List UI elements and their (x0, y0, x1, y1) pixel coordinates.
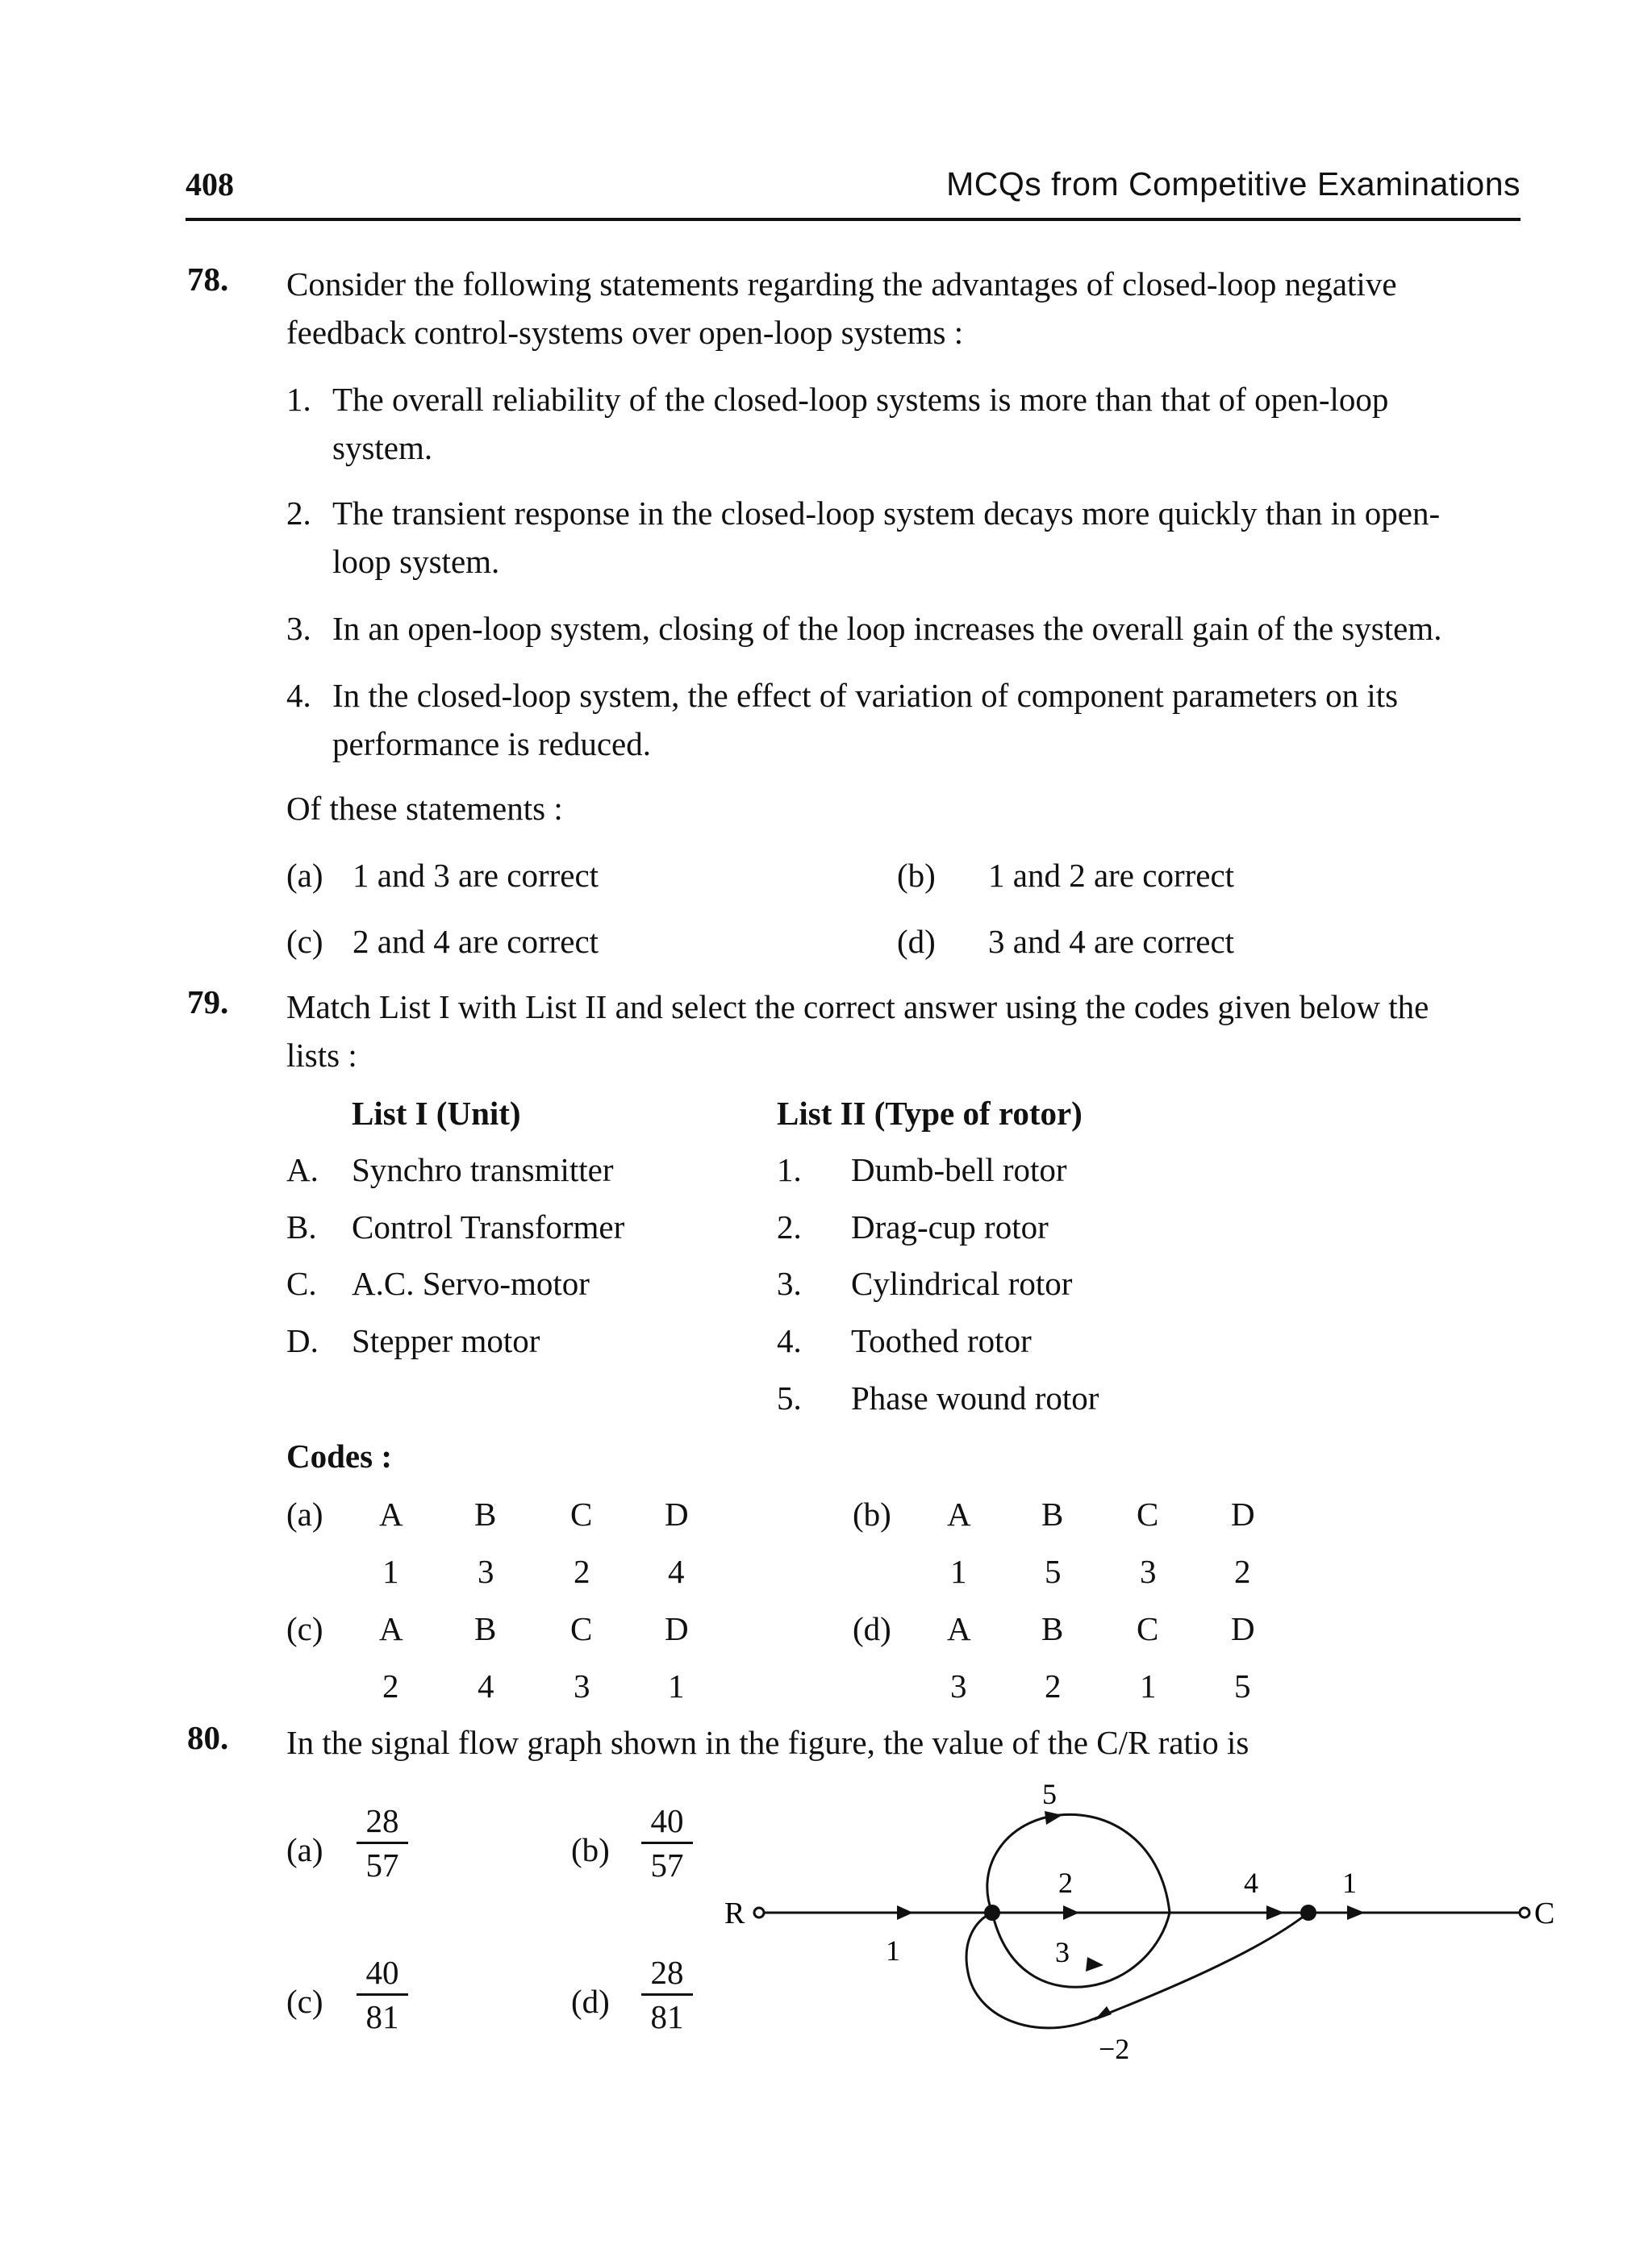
question-stem-line-1: Match List I with List II and select the correct answer using the codes given below the (286, 988, 1429, 1025)
statement-label: 1. (286, 381, 311, 418)
option-b-label: (b) (897, 857, 936, 894)
statement-label: 3. (286, 610, 311, 647)
fraction-numerator: 40 (650, 1802, 684, 1839)
list-2-heading: List II (Type of rotor) (777, 1095, 1083, 1132)
question-stem-line-2: feedback control-systems over open-loop systems : (286, 314, 964, 351)
list-2-label: 5. (777, 1379, 802, 1417)
gain-label-forward: 4 (1244, 1867, 1258, 1899)
question-number: 78. (187, 261, 229, 298)
list-2-label: 4. (777, 1322, 802, 1359)
code-letter: A (947, 1496, 971, 1533)
fraction-denominator: 81 (365, 1998, 399, 2035)
question-stem-line-1: Consider the following statements regarding the advantages of closed-loop negative (286, 265, 1397, 303)
code-letter: D (665, 1610, 689, 1647)
code-value: 1 (1140, 1667, 1157, 1705)
list-2-item: Toothed rotor (851, 1322, 1032, 1359)
code-a-label: (a) (286, 1496, 323, 1533)
fraction-a (357, 1801, 408, 1884)
list-1-label: A. (286, 1151, 319, 1188)
fraction-bar (357, 1993, 408, 1996)
code-value: 5 (1234, 1667, 1251, 1705)
fraction-denominator: 81 (650, 1998, 684, 2035)
input-node-label: R (724, 1897, 745, 1930)
branch-arrow (1094, 2006, 1112, 2021)
statement-text: In the closed-loop system, the effect of variation of component parameters on its (332, 677, 1399, 714)
code-d-label: (d) (853, 1610, 891, 1647)
question-number: 80. (187, 1719, 229, 1756)
code-letter: B (474, 1496, 497, 1533)
branch-feedback (966, 1913, 1308, 2028)
gain-label-output: 1 (1342, 1867, 1357, 1899)
list-1-label: B. (286, 1208, 317, 1246)
code-letter: D (665, 1496, 689, 1533)
code-value: 4 (478, 1667, 494, 1705)
code-letter: A (947, 1610, 971, 1647)
question-stem-line-2: lists : (286, 1037, 357, 1074)
gain-label-input: 1 (886, 1934, 900, 1967)
fraction-numerator: 28 (365, 1802, 399, 1839)
statement-label: 2. (286, 495, 311, 532)
fraction-numerator: 28 (650, 1954, 684, 1991)
option-c-label: (c) (286, 923, 323, 960)
gain-label-feedback: −2 (1099, 2033, 1130, 2065)
code-value: 2 (382, 1667, 399, 1705)
list-1-label: D. (286, 1322, 319, 1359)
fraction-bar (357, 1842, 408, 1844)
option-c-label: (c) (286, 1983, 323, 2020)
list-2-label: 1. (777, 1151, 802, 1188)
list-1-heading: List I (Unit) (352, 1095, 521, 1132)
fraction-numerator: 40 (365, 1954, 399, 1991)
statement-label: 4. (286, 677, 311, 714)
code-value: 2 (574, 1553, 590, 1590)
list-2-item: Dumb-bell rotor (851, 1151, 1067, 1188)
fraction-b (641, 1801, 693, 1884)
signal-flow-graph (710, 1775, 1555, 2081)
statement-text: The overall reliability of the closed-loop systems is more than that of open-loop (332, 381, 1389, 418)
fraction-denominator: 57 (365, 1847, 399, 1884)
code-letter: A (379, 1610, 403, 1647)
option-b-text: 1 and 2 are correct (988, 857, 1235, 894)
option-a-label: (a) (286, 1831, 323, 1868)
fraction-c (357, 1953, 408, 2036)
code-value: 1 (950, 1553, 967, 1590)
list-2-item: Drag-cup rotor (851, 1208, 1049, 1246)
code-letter: A (379, 1496, 403, 1533)
statement-text: system. (332, 429, 433, 466)
code-value: 1 (668, 1667, 685, 1705)
code-letter: C (1137, 1496, 1159, 1533)
code-letter: D (1231, 1496, 1255, 1533)
gain-label-top-loop: 5 (1042, 1778, 1057, 1810)
list-1-item: Stepper motor (352, 1322, 540, 1359)
input-node (754, 1908, 764, 1918)
branch-arrow (1063, 1905, 1079, 1920)
code-letter: C (1137, 1610, 1159, 1647)
code-c-label: (c) (286, 1610, 323, 1647)
list-2-item: Cylindrical rotor (851, 1265, 1073, 1302)
code-value: 3 (950, 1667, 967, 1705)
gain-label-middle: 2 (1058, 1867, 1073, 1899)
list-2-label: 2. (777, 1208, 802, 1246)
branch-arrow (1045, 1811, 1062, 1825)
output-node (1520, 1908, 1529, 1918)
option-d-label: (d) (571, 1983, 610, 2020)
code-value: 3 (574, 1667, 590, 1705)
list-2-item: Phase wound rotor (851, 1379, 1099, 1417)
code-letter: B (1041, 1496, 1064, 1533)
gain-label-lower-arc: 3 (1055, 1936, 1070, 1968)
code-value: 3 (1140, 1553, 1157, 1590)
code-letter: B (1041, 1610, 1064, 1647)
code-value: 4 (668, 1553, 685, 1590)
statement-text: performance is reduced. (332, 725, 651, 762)
question-stem: In the signal flow graph shown in the figure, the value of the C/R ratio is (286, 1724, 1249, 1761)
branch-lower-arc (992, 1913, 1170, 1987)
option-b-label: (b) (571, 1831, 610, 1868)
code-value: 2 (1045, 1667, 1062, 1705)
list-1-item: A.C. Servo-motor (352, 1265, 590, 1302)
code-letter: C (570, 1496, 593, 1533)
code-value: 2 (1234, 1553, 1251, 1590)
fraction-denominator: 57 (650, 1847, 684, 1884)
fraction-bar (641, 1993, 693, 1996)
code-letter: C (570, 1610, 593, 1647)
code-letter: D (1231, 1610, 1255, 1647)
page-number: 408 (186, 166, 234, 202)
branch-arrow (1086, 1957, 1103, 1972)
header-rule (186, 218, 1521, 221)
fraction-bar (641, 1842, 693, 1844)
option-d-label: (d) (897, 923, 936, 960)
code-value: 5 (1045, 1553, 1062, 1590)
code-b-label: (b) (853, 1496, 891, 1533)
codes-heading: Codes : (286, 1438, 392, 1475)
statement-text: In an open-loop system, closing of the loop increases the overall gain of the system. (332, 610, 1442, 647)
statement-text: The transient response in the closed-loop system decays more quickly than in open- (332, 495, 1441, 532)
option-a-text: 1 and 3 are correct (353, 857, 599, 894)
option-d-text: 3 and 4 are correct (988, 923, 1235, 960)
option-c-text: 2 and 4 are correct (353, 923, 599, 960)
branch-arrow (1347, 1905, 1365, 1920)
output-node-label: C (1534, 1897, 1555, 1930)
running-header-title: MCQs from Competitive Examinations (946, 165, 1521, 202)
branch-arrow (1266, 1905, 1284, 1920)
statement-text: loop system. (332, 543, 500, 580)
list-2-label: 3. (777, 1265, 802, 1302)
option-a-label: (a) (286, 857, 323, 894)
fraction-d (641, 1953, 693, 2036)
branch-top-loop (987, 1814, 1170, 1913)
branch-arrow (897, 1905, 913, 1920)
list-1-item: Synchro transmitter (352, 1151, 614, 1188)
list-1-label: C. (286, 1265, 317, 1302)
code-value: 1 (382, 1553, 399, 1590)
list-1-item: Control Transformer (352, 1208, 625, 1246)
statements-prompt: Of these statements : (286, 790, 563, 827)
question-number: 79. (187, 983, 229, 1020)
code-value: 3 (478, 1553, 494, 1590)
code-letter: B (474, 1610, 497, 1647)
